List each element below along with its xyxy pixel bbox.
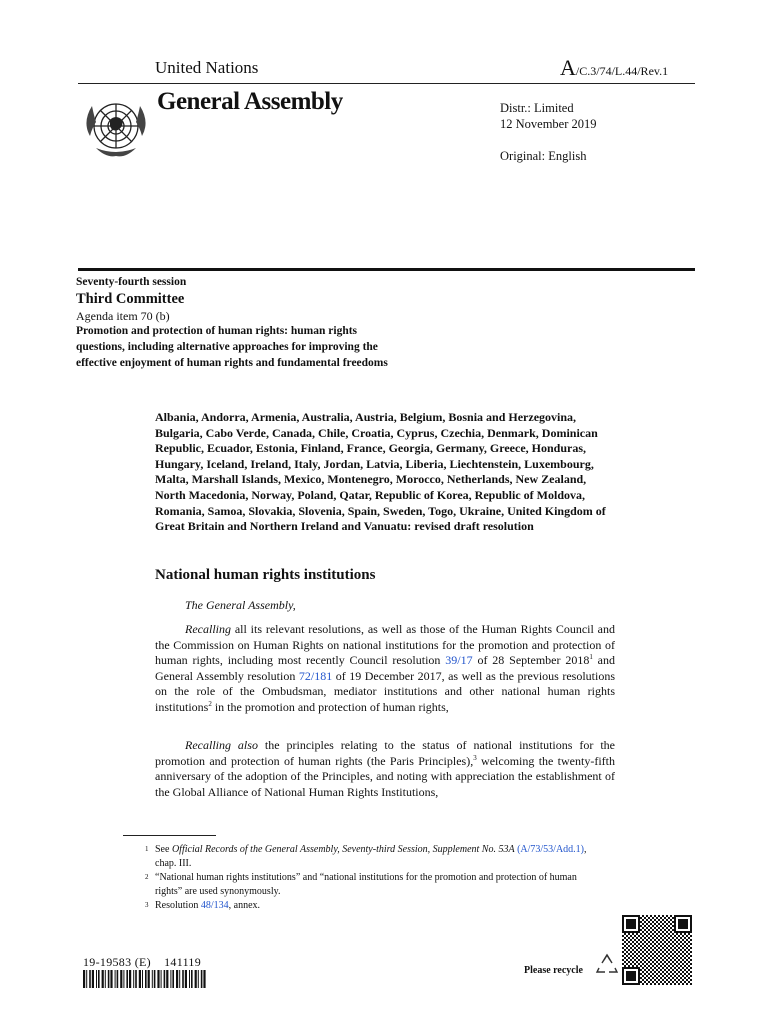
sponsors-list: Albania, Andorra, Armenia, Australia, Austria, Belgium, Bosnia and Herzegovina, Bulgaria, Cabo Verde, Canada, Chile, Croatia, Cyprus, Czechia, Denmark, Dominican Republic, Ecuador, Estonia, Finland, France, Georgia, Germany, Greece, Honduras, Hungary, Iceland, Ireland, Italy, Jordan, Latvia, Liberia, Liechtenstein, Luxembourg, Malta, Marshall Islands, Mexico, Montenegro, Morocco, Netherlands, New Zealand, North Macedonia, Norway, Poland, Qatar, Republic of Korea, Republic of Moldova, Romania, Samoa, Slovakia, Slovenia, Spain, Sweden, Togo, Ukraine, United Kingdom of Great Britain and Northern Ireland and Vanuatu: revised draft resolution: [155, 410, 606, 534]
document-number: 19-19583 (E) 141119: [83, 955, 202, 969]
p2-lead: Recalling also: [185, 738, 258, 752]
link-a-73-53-add1[interactable]: (A/73/53/Add.1): [517, 844, 585, 855]
link-39-17[interactable]: 39/17: [445, 653, 473, 668]
footnote-1-tail: , chap. III.: [155, 844, 587, 869]
agenda-item: Agenda item 70 (b): [76, 309, 170, 323]
paragraph-recalling-also: [155, 738, 615, 800]
footnote-ref-2[interactable]: 2: [208, 699, 212, 708]
session: Seventy-fourth session: [76, 276, 187, 288]
section-rule: [78, 268, 695, 271]
header-rule: [78, 83, 695, 84]
original-language: Original: English: [500, 149, 587, 163]
recycle-icon: [594, 952, 620, 978]
p1-lead: Recalling: [185, 622, 231, 636]
footnote-2-text: “National human rights institutions” and “national institutions for the promotion and protection of human rights” are used synonymously.: [155, 872, 577, 897]
barcode-icon: [83, 970, 208, 988]
footnote-number: 1: [145, 845, 149, 853]
p2-text-a: the principles relating to the status of national institutions for the promotion and protection of human rights (the Paris Principles),: [155, 738, 615, 768]
distribution: Distr.: Limited: [500, 101, 574, 115]
footnote-ref-3[interactable]: 3: [473, 753, 477, 762]
footnote-1: [145, 843, 605, 870]
footnote-1-text: See: [155, 844, 172, 855]
p1-text-d: of 19 December 2017, as well as the previous resolutions on the role of the Ombudsman, mediator institutions and other national human rights institutions: [155, 668, 615, 714]
qr-code-icon: [622, 915, 692, 985]
document-symbol: [560, 55, 668, 81]
footnote-1-title: Official Records of the General Assembly, Seventy-third Session, Supplement No. 53A: [171, 844, 515, 855]
p1-text-b: of 28 September 2018: [472, 653, 590, 668]
issue-date: 12 November 2019: [500, 117, 597, 131]
symbol-code: /C.3/74/L.44/Rev.1: [575, 64, 669, 78]
resolution-heading: National human rights institutions: [155, 567, 376, 583]
footnote-number: 3: [145, 901, 149, 909]
footnote-3-text: Resolution: [155, 900, 201, 911]
symbol-letter: A: [560, 55, 576, 80]
opening-text: The General Assembly,: [185, 598, 296, 612]
p1-text-c: and General Assembly resolution: [155, 653, 616, 683]
p1-text-a: all its relevant resolutions, as well as those of the Human Rights Council and the Commission on Human Rights on national institutions for the promotion and protection of human rights, including most recently Council resolution: [155, 622, 615, 668]
p1-text-e: in the promotion and protection of human rights,: [211, 699, 449, 714]
p2-text-b: welcoming the twenty-fifth anniversary of the adoption of the Principles, and noting with appreciation the establishment of the Global Alliance of National Human Rights Institutions,: [155, 753, 615, 799]
footnote-ref-1[interactable]: 1: [589, 653, 593, 662]
org-title: United Nations: [155, 58, 259, 77]
agenda-title: Promotion and protection of human rights: human rights questions, including alternative approaches for improving the effective enjoyment of human rights and fundamental freedoms: [76, 325, 388, 369]
opening-paragraph: [155, 598, 615, 614]
footnote-3-tail: , annex.: [228, 900, 261, 911]
footnote-number: 2: [145, 873, 149, 881]
paragraph-recalling: [155, 622, 615, 716]
recycle-label: Please recycle: [524, 965, 583, 976]
general-assembly-title: General Assembly: [157, 88, 343, 115]
distribution-block: [500, 100, 597, 164]
link-48-134[interactable]: 48/134: [200, 900, 229, 911]
footnote-2: [145, 871, 605, 898]
link-72-181[interactable]: 72/181: [298, 668, 333, 683]
committee: Third Committee: [76, 291, 185, 307]
footnote-rule: [123, 835, 216, 836]
un-emblem-icon: [80, 92, 152, 164]
footnote-3: [145, 899, 605, 913]
